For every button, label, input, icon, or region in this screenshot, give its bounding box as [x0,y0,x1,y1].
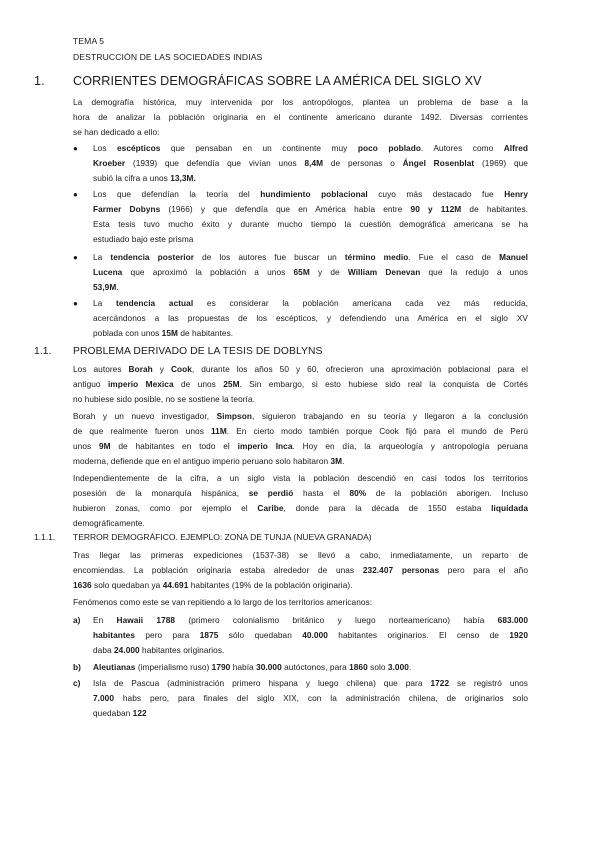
text-line [93,141,528,156]
text-run: de habitantes. [177,328,234,338]
bold-text: 1875 [199,630,219,640]
text-line [93,171,528,186]
text-line [93,265,528,280]
section-1-1-title: PROBLEMA DERIVADO DE LA TESIS DE DOBLYNS [73,346,323,357]
text-run: autóctonos, para [281,662,350,672]
bold-text: Alfred [503,143,528,153]
text-line [73,578,528,593]
text-line [93,706,528,721]
text-run: pero para [135,630,200,640]
text-run: de habitantes. [461,204,529,214]
bold-text: habitantes [93,630,135,640]
text-line [93,280,528,295]
bold-text: Simpson [216,411,252,421]
bold-text: 44.691 [162,580,189,590]
section-1-1-1-title: TERROR DEMOGRÁFICO. EJEMPLO: ZONA DE TUNJA (NUEVA GRANADA) [73,532,372,542]
bold-text: hundimiento poblacional [260,189,368,199]
text-line [93,326,528,341]
text-run: que aproximó la población a unos [122,267,294,277]
text-run: que la redujo a unos [420,267,528,277]
bold-text: 25M [223,379,240,389]
text-run: de la población aborigen. Incluso [366,488,529,498]
text-line [93,660,528,675]
section-1-1-1-paragraph [73,595,528,610]
bold-text: Cook [170,364,192,374]
text-line [93,296,528,311]
bold-text: 8,4M [304,158,324,168]
bold-text: imperio Inca [237,441,293,451]
text-run: habitantes (19% de la población originaria). [188,580,353,590]
text-run: moderna, defiende que en el antiguo imperio peruano solo habitaron [73,456,331,466]
text-run: habitantes originarios. [139,645,225,655]
text-run: En [93,615,117,625]
text-run: (1939) que defendía que vivían unos [125,158,305,168]
text-run: . Sin embargo, si esto hubiese sido real la conquista de Cortés [239,379,528,389]
bullet-item [93,250,528,295]
text-run: Tras llegar las primeras expediciones (1537-38) se llevó a cabo, inmediatamente, un reparto de [73,550,528,560]
text-line [93,250,528,265]
bold-text: Aleutianas [93,662,136,672]
text-run: . En cierto modo también porque Cook fijó para el mundo de Perú [226,426,528,436]
list-item [93,613,528,658]
bold-text: 13,3M. [170,173,196,183]
text-run: . [116,282,119,292]
list-item-label: b) [73,662,81,672]
text-line [93,691,528,706]
text-run: subió la cifra a unos [93,173,171,183]
text-run: encomiendas. La población originaria estaba alrededor de unas [73,565,363,575]
text-line [73,595,528,610]
bold-text: 15M [161,328,178,338]
text-run: Fenómenos como este se van repitiendo a lo largo de los territorios americanos: [73,597,373,607]
section-1-1-1-paragraph [73,548,528,593]
bold-text: 53,9M [93,282,117,292]
text-run: y [152,364,171,374]
bold-text: Lucena [93,267,123,277]
bullet-item [93,187,528,247]
section-1-intro [73,95,528,140]
text-run: quedaban [93,708,133,718]
text-line [73,424,528,439]
text-run: de unos [173,379,224,389]
text-run: , durante los años 50 y 60, ofrecieron una aproximación poblacional para el [191,364,528,374]
text-line [93,613,528,628]
text-run: sólo quedaban [218,630,303,640]
text-line [73,486,528,501]
bold-text: 122 [132,708,147,718]
text-line [73,439,528,454]
list-item [93,660,528,675]
text-line [93,217,528,232]
text-run: es considerar la población americana cada vez más reducida, [193,298,528,308]
bold-text: Farmer Dobyns [93,204,161,214]
bold-text: 7.000 [93,693,115,703]
text-run: poblada con unos [93,328,162,338]
text-run: Los que defendían la teoría del [93,189,261,199]
text-run: Los [93,143,118,153]
text-run: hubieron zonas, como por ejemplo el [73,503,258,513]
bold-text: tendencia actual [116,298,194,308]
bold-text: 1790 [211,662,231,672]
bold-text: Caribe [257,503,284,513]
text-run: de que realmente fueron unos [73,426,211,436]
text-line [73,362,528,377]
text-run: daba [93,645,115,655]
text-line [93,156,528,171]
bold-text: 11M [210,426,227,436]
text-line [93,676,528,691]
bold-text: Manuel [499,252,529,262]
text-line [73,392,528,407]
text-run: Independientemente de la cifra, a un siglo vista la población descendió en casi todos los territorios [73,473,528,483]
section-1-1-paragraph [73,471,528,531]
bold-text: 90 y 112M [410,204,462,214]
bold-text: 65M [293,267,310,277]
bold-text: 9M [98,441,111,451]
bold-text: William Denevan [347,267,421,277]
text-run: solo [367,662,388,672]
bold-text: tendencia posterior [110,252,195,262]
text-run: . [342,456,345,466]
text-line [73,471,528,486]
text-run: no hubiese sido posible, no se sostiene la teoría. [73,394,255,404]
text-run: que pensaban en un continente muy [160,143,358,153]
text-run: , donde para la década de 1550 estaba [283,503,492,513]
document-subtitle: DESTRUCCIÓN DE LAS SOCIEDADES INDIAS [73,52,263,62]
list-item-label: a) [73,615,81,625]
text-run: acercándonos a las propuestas de los escépticos, y defendiendo una América en el siglo XV [93,313,528,323]
bold-text: 1636 [73,580,92,590]
text-line [93,187,528,202]
text-run: se han dedicado a ello: [73,127,160,137]
text-run: unos [73,441,99,451]
text-run: de los autores fue buscar un [194,252,345,262]
bullet-dot: ● [73,190,78,199]
text-run: , siguieron trabajando en su teoría y llegaron a la conclusión [251,411,528,421]
bold-text: 683.000 [497,615,528,625]
text-run: Esta tesis tuvo mucho éxito y durante mucho tiempo la cuestión demográfica americana se ha [93,219,528,229]
bold-text: 3M [330,456,343,466]
text-run: (imperialismo ruso) [135,662,212,672]
list-item [93,676,528,721]
text-run: La [93,298,117,308]
text-run: La [93,252,111,262]
text-run: pero para el año [439,565,528,575]
text-line [73,125,528,140]
text-run: hora de analizar la población originaria en el continente americano durante 1492. Diversas corrientes [73,112,528,122]
bullet-item [93,141,528,186]
text-run: (1966) y que defendía que en América había entre [160,204,411,214]
text-run: y de [309,267,348,277]
text-run: de habitantes en todo el [110,441,238,451]
section-1-1-paragraph [73,409,528,469]
text-run: . [408,662,412,672]
text-run: demográficamente. [73,518,145,528]
text-line [73,409,528,424]
bold-text: 232.407 personas [362,565,440,575]
text-run: antiguo [73,379,108,389]
text-run: posesión de la monarquía hispánica, [73,488,249,498]
text-run: estudiado bajo este prisma [93,234,194,244]
theme-label: TEMA 5 [73,36,105,46]
bold-text: se perdió [248,488,294,498]
bullet-dot: ● [73,299,78,308]
bullet-dot: ● [73,253,78,262]
bold-text: 40.000 [302,630,328,640]
text-line [93,202,528,217]
text-run: se registró unos [449,678,529,688]
bold-text: 30.000 [256,662,282,672]
text-run: La demografía histórica, muy intervenida por los antropólogos, plantea un problema de base a la [73,97,528,107]
text-run: había [230,662,257,672]
text-line [73,95,528,110]
text-run: cuyo más destacado fue [367,189,505,199]
text-run: . Hoy en día, la arqueología y antropología peruana [292,441,528,451]
bold-text: Hawaii 1788 [116,615,176,625]
bold-text: liquidada [491,503,528,513]
text-line [93,628,528,643]
text-line [73,548,528,563]
text-line [73,516,528,531]
section-1-title: CORRIENTES DEMOGRÁFICAS SOBRE LA AMÉRICA DEL SIGLO XV [73,74,482,88]
bold-text: Borah [128,364,153,374]
bold-text: Ángel Rosenblat [402,158,475,168]
text-run: Los autores [73,364,129,374]
bullet-dot: ● [73,144,78,153]
section-1-1-paragraph [73,362,528,407]
text-run: habitantes originarios. El censo de [327,630,510,640]
text-run: (primero colonialismo británico y luego norteamericano) había [175,615,498,625]
text-line [73,501,528,516]
bold-text: 24.000 [114,645,140,655]
text-run: . Autores como [420,143,504,153]
bullet-item [93,296,528,341]
bold-text: término medio [344,252,409,262]
text-line [73,454,528,469]
bold-text: poco poblado [357,143,421,153]
section-1-number: 1. [34,74,45,88]
text-run: habs pero, para finales del siglo XIX, con la administración chilena, de originarios solo [114,693,528,703]
text-run: de personas o [323,158,403,168]
section-1-1-1-number: 1.1.1. [34,532,56,542]
text-run: Borah y un nuevo investigador, [73,411,217,421]
section-1-1-number: 1.1. [34,346,52,357]
bold-text: Kroeber [93,158,126,168]
text-line [73,563,528,578]
bold-text: 1722 [430,678,450,688]
bold-text: escépticos [117,143,161,153]
text-line [93,232,528,247]
bold-text: 80% [349,488,367,498]
text-line [93,643,528,658]
bold-text: imperio Mexica [107,379,174,389]
bold-text: 3.000 [387,662,409,672]
bold-text: 1920 [509,630,528,640]
bold-text: Henry [504,189,529,199]
bold-text: 1860 [349,662,368,672]
text-line [73,110,528,125]
text-line [93,311,528,326]
text-line [73,377,528,392]
text-run: solo quedaban ya [91,580,163,590]
text-run: (1969) que [474,158,528,168]
text-run: hasta el [293,488,350,498]
text-run: . Fue el caso de [408,252,500,262]
text-run: Isla de Pascua (administración primero hispana y luego chilena) que para [93,678,431,688]
list-item-label: c) [73,678,81,688]
